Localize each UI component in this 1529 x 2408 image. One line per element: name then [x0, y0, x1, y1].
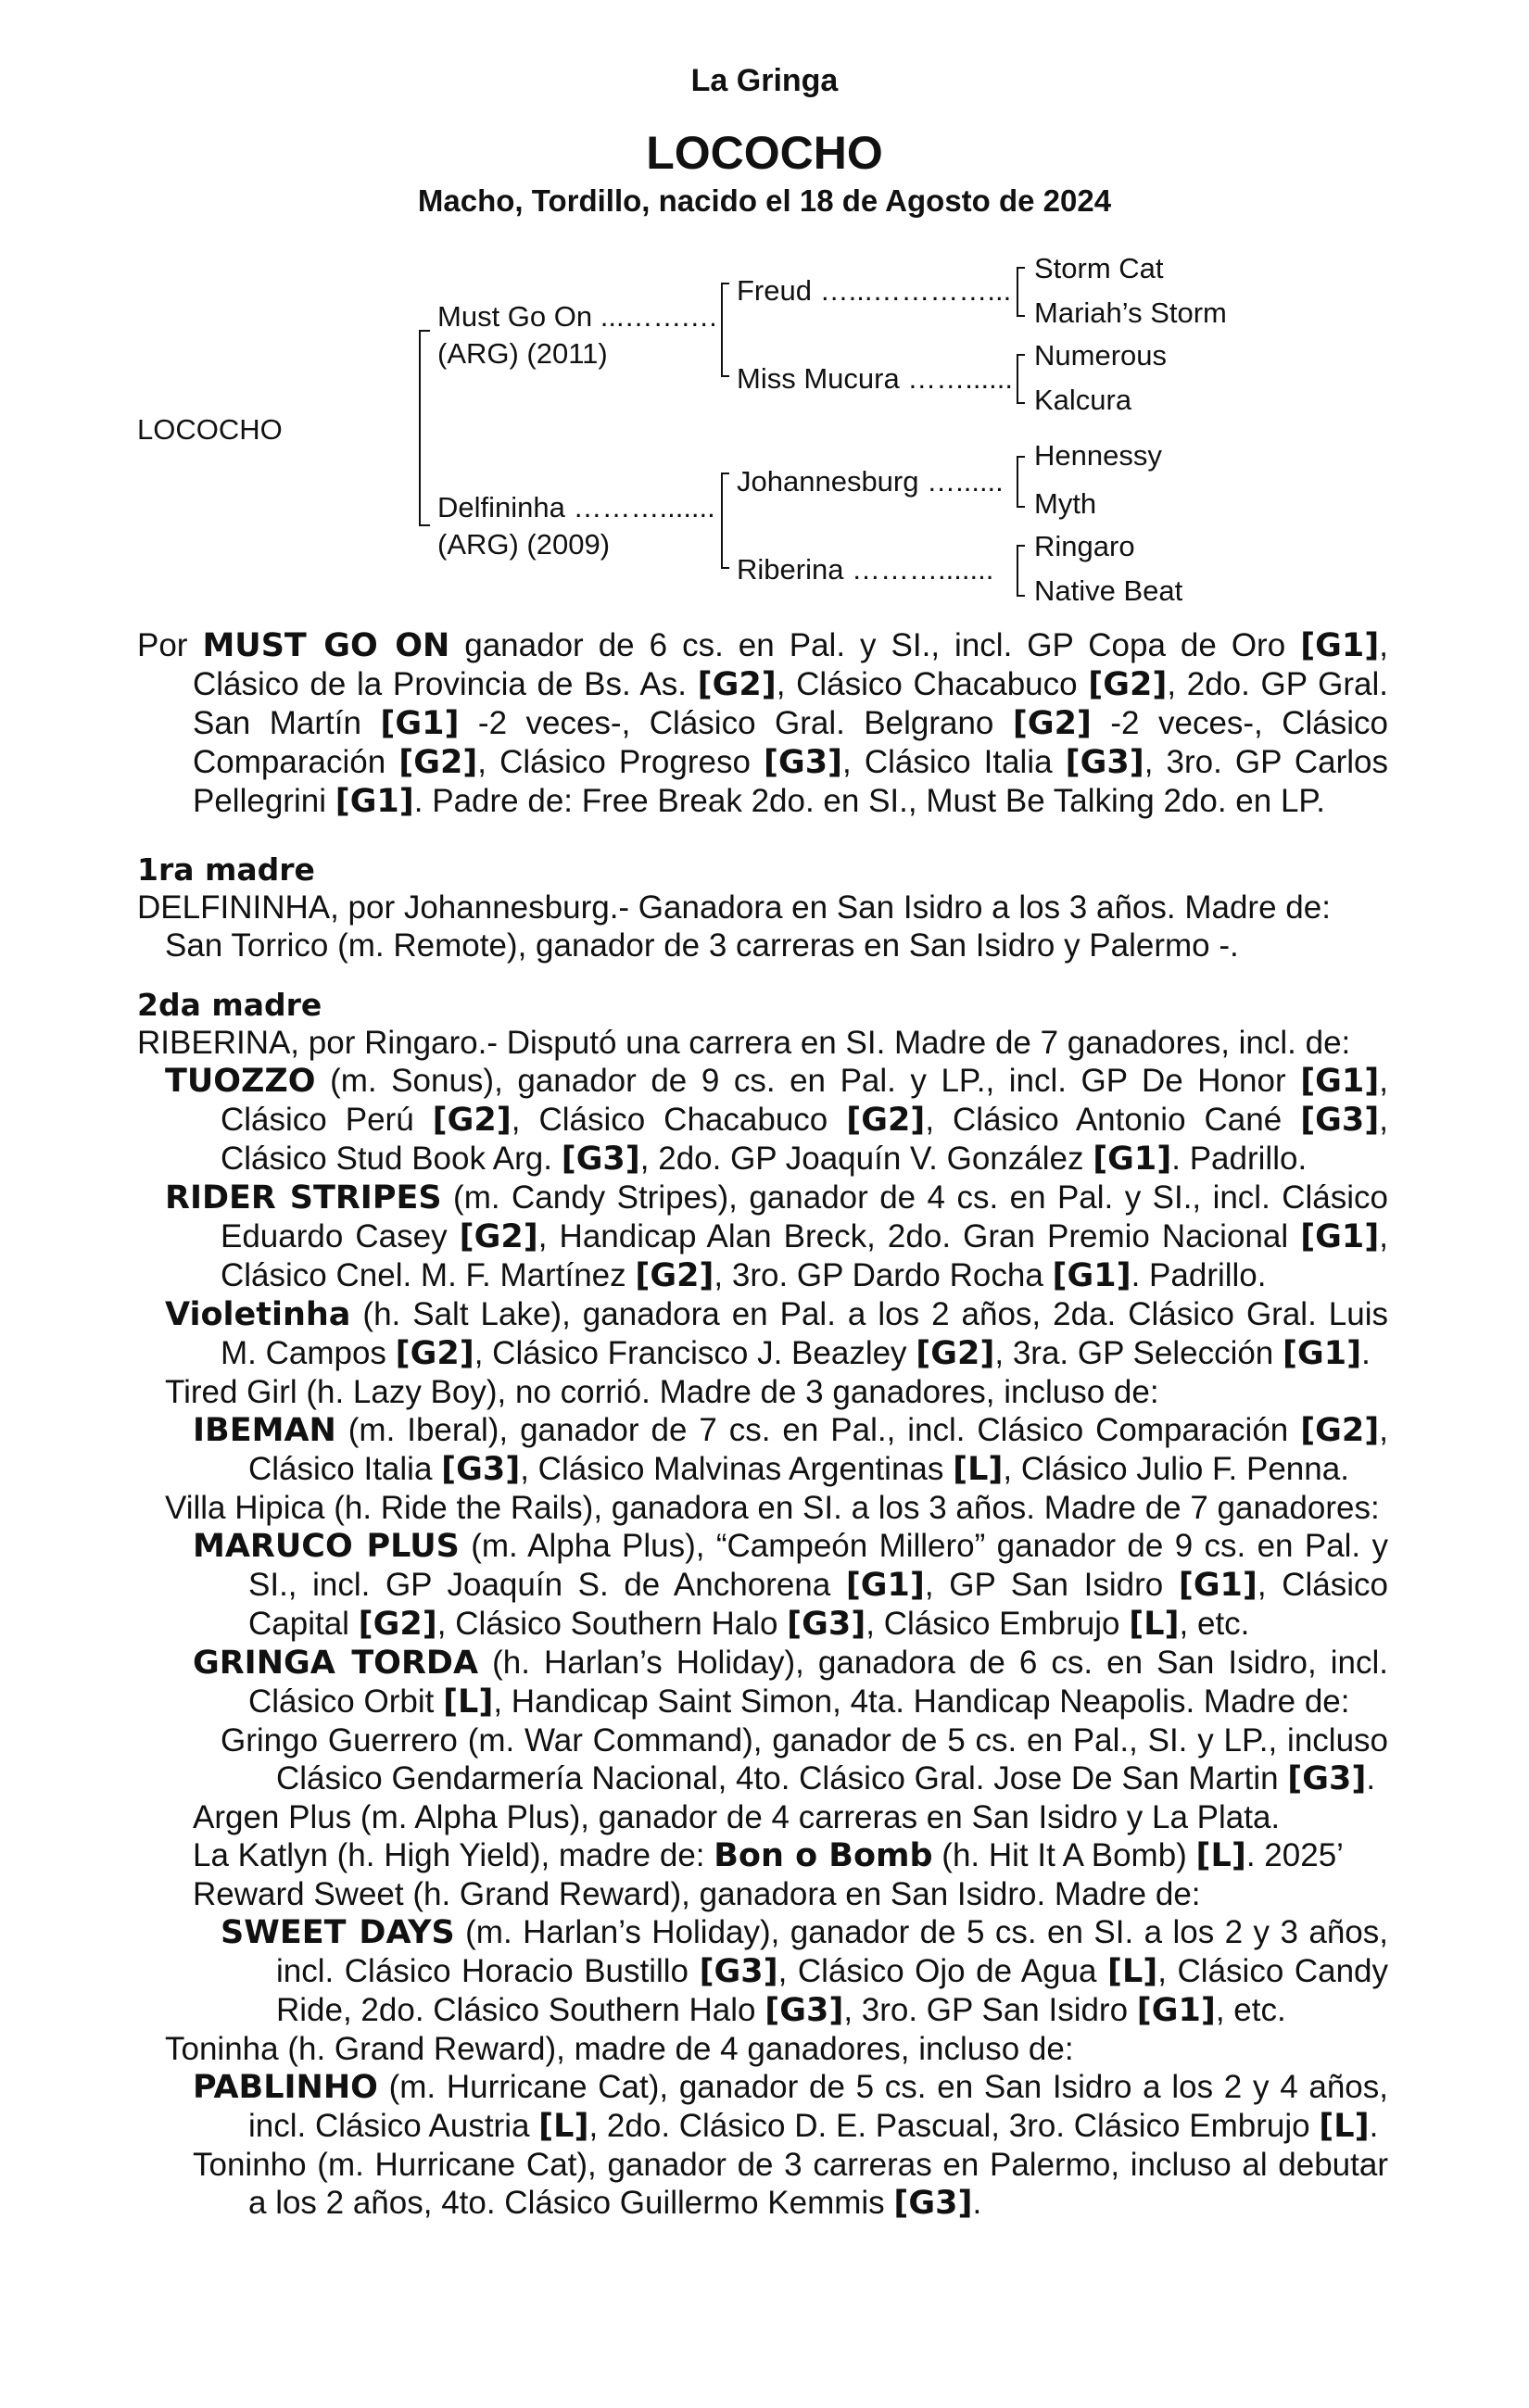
grade-badge: [G1]: [380, 705, 460, 742]
offspring-argen-plus: Argen Plus (m. Alpha Plus), ganador de 4 carreras en San Isidro y La Plata.: [193, 1799, 1281, 1835]
horse-name: RIDER STRIPES: [165, 1179, 442, 1217]
offspring-tuozzo: [165, 1062, 1388, 1179]
text: (m. Iberal), ganador de 7 cs. en Pal., incl. Clásico Comparación: [335, 1412, 1301, 1448]
section-heading: 1ra madre: [137, 851, 315, 888]
text: , Clásico Julio F. Penna.: [1003, 1451, 1349, 1487]
bracket-line: [1017, 267, 1025, 269]
pedigree-sd: Miss Mucura ……......: [737, 362, 1013, 395]
grade-badge: [G2]: [395, 1335, 474, 1372]
text: . 2025’: [1245, 1837, 1344, 1873]
pedigree-sire-info: (ARG) (2011): [437, 337, 608, 370]
grade-badge: [G3]: [787, 1606, 866, 1643]
bracket-line: [1017, 354, 1018, 404]
pedigree-dss: Hennessy: [1034, 439, 1162, 472]
bracket-line: [419, 524, 430, 526]
offspring-gringa-torda: [193, 1644, 1388, 1721]
text: , etc.: [1215, 1992, 1286, 2028]
text: , Clásico Progreso: [477, 744, 764, 780]
text: (m. Harlan’s Holiday), ganador de 5 cs. en SI. a los 2 y 3 años, incl. Clásico Horacio Bustillo: [276, 1914, 1388, 1989]
horse-name: GRINGA TORDA: [193, 1645, 479, 1682]
text: , Clásico Stud Book Arg.: [221, 1102, 1388, 1177]
bracket-line: [1017, 506, 1025, 508]
pedigree-dds: Ringaro: [1034, 530, 1135, 562]
bracket-line: [721, 473, 729, 474]
text: , Clásico Italia: [842, 744, 1066, 780]
text: Por: [137, 627, 203, 663]
offspring-tired-girl: Tired Girl (h. Lazy Boy), no corrió. Madre de 3 ganadores, incluso de:: [165, 1374, 1159, 1410]
text: (m. Sonus), ganador de 9 cs. en Pal. y LP., incl. GP De Honor: [315, 1063, 1301, 1099]
grade-badge: [L]: [1129, 1606, 1180, 1643]
grade-badge: [L]: [443, 1683, 494, 1721]
grade-badge: [G2]: [459, 1218, 538, 1255]
pedigree-sds: Numerous: [1034, 339, 1167, 372]
horse-name: IBEMAN: [193, 1412, 336, 1449]
pedigree-sdd: Kalcura: [1034, 384, 1132, 416]
grade-badge: [G2]: [1088, 666, 1168, 703]
sire-name: MUST GO ON: [202, 627, 450, 664]
bracket-line: [721, 375, 729, 377]
text: , Clásico Embrujo: [866, 1606, 1130, 1642]
first-dam-text: DELFININHA, por Johannesburg.- Ganadora en San Isidro a los 3 años. Madre de: San Torrico (m. Remote), ganador de 3 carreras en San Isidro y Palermo -.: [137, 889, 1331, 964]
text: , Clásico Capital: [248, 1567, 1388, 1642]
text: , 3ro. GP Carlos Pellegrini: [193, 744, 1388, 819]
grade-badge: [L]: [1106, 1953, 1158, 1990]
text: , Clásico Candy Ride, 2do. Clásico Southern Halo: [276, 1953, 1388, 2028]
offspring-toninha: Toninha (h. Grand Reward), madre de 4 ganadores, incluso de:: [165, 2031, 1074, 2067]
grade-badge: [G2]: [1300, 1412, 1380, 1449]
grade-badge: [G3]: [764, 1992, 844, 2029]
grade-badge: [G1]: [1300, 1218, 1380, 1255]
grade-badge: [G3]: [763, 744, 843, 781]
pedigree-sire: Must Go On ...…….…: [437, 300, 719, 333]
text: , Clásico Malvinas Argentinas: [520, 1451, 954, 1487]
grade-badge: [G3]: [893, 2185, 973, 2222]
text: (m. Alpha Plus), “Campeón Millero” ganador de 9 cs. en Pal. y SI., incl. GP Joaquín S. de Anchorena: [248, 1528, 1388, 1603]
horse-description: Macho, Tordillo, nacido el 18 de Agosto de 2024: [417, 183, 1112, 218]
horse-name: MARUCO PLUS: [193, 1528, 460, 1565]
grade-badge: [L]: [953, 1451, 1004, 1488]
text: , Clásico Chacabuco: [776, 666, 1089, 702]
text: , 3ro. GP San Isidro: [843, 1992, 1137, 2028]
horse-name: Violetinha: [165, 1296, 351, 1333]
bracket-line: [721, 567, 729, 569]
offspring-toninho: [193, 2146, 1388, 2223]
grade-badge: [G3]: [1300, 1102, 1380, 1139]
grade-badge: [G1]: [1283, 1335, 1362, 1372]
offspring-rider-stripes: [165, 1179, 1388, 1295]
text: (h. Hit It A Bomb): [932, 1837, 1196, 1873]
bracket-line: [1017, 545, 1025, 547]
horse-name: PABLINHO: [193, 2069, 378, 2106]
pedigree-dd: Riberina ……….......: [737, 553, 994, 586]
offspring-maruco-plus: [193, 1527, 1388, 1644]
text: , Clásico Southern Halo: [436, 1606, 788, 1642]
text: La Katlyn (h. High Yield), madre de:: [193, 1837, 714, 1873]
text: , Handicap Saint Simon, 4ta. Handicap Neapolis. Madre de:: [493, 1683, 1350, 1720]
text: .: [972, 2185, 982, 2221]
text: -2 veces-, Clásico Comparación: [193, 705, 1388, 780]
text: , GP San Isidro: [924, 1567, 1179, 1603]
text: .: [1366, 1760, 1376, 1797]
text: ganador de 6 cs. en Pal. y SI., incl. GP Copa de Oro: [449, 627, 1301, 663]
offspring-violetinha: [165, 1295, 1388, 1373]
bracket-line: [1017, 402, 1025, 404]
text: , Handicap Alan Breck, 2do. Gran Premio Nacional: [537, 1218, 1301, 1254]
offspring-pablinho: [193, 2068, 1388, 2146]
bracket-line: [1017, 545, 1018, 597]
text: , 2do. GP Gral. San Martín: [193, 666, 1388, 741]
first-dam-section: [137, 851, 1388, 964]
bracket-line: [721, 473, 723, 569]
second-dam-section: [137, 986, 1388, 2223]
bracket-line: [419, 330, 421, 526]
text: (h. Salt Lake), ganadora en Pal. a los 2 años, 2da. Clásico Gral. Luis M. Campos: [221, 1296, 1388, 1371]
text: , Clásico Chacabuco: [511, 1102, 847, 1138]
text: , Clásico Italia: [248, 1412, 1388, 1487]
horse-name: LOCOCHO: [646, 127, 883, 179]
bracket-line: [1017, 595, 1025, 597]
offspring-sweet-days: [221, 1913, 1388, 2030]
grade-badge: [G3]: [1065, 744, 1144, 781]
offspring-gringo-guerrero: [221, 1721, 1388, 1798]
pedigree-dam: Delfininha ……….......: [437, 491, 715, 523]
bracket-line: [1017, 456, 1025, 458]
section-heading: 2da madre: [137, 987, 322, 1023]
grade-badge: [G1]: [1136, 1992, 1216, 2029]
grade-badge: [G2]: [398, 744, 478, 781]
text: -2 veces-, Clásico Gral. Belgrano: [459, 705, 1013, 741]
text: , 3ro. GP Dardo Rocha: [714, 1257, 1053, 1293]
pedigree-ssd: Mariah’s Storm: [1034, 296, 1227, 329]
text: , Clásico Ojo de Agua: [777, 1953, 1107, 1989]
grade-badge: [G1]: [1178, 1567, 1257, 1604]
text: . Padrillo.: [1171, 1141, 1308, 1177]
text: , 2do. GP Joaquín V. González: [639, 1141, 1093, 1177]
grade-badge: [G2]: [1012, 705, 1092, 742]
text: (m. Hurricane Cat), ganador de 5 cs. en San Isidro a los 2 y 4 años, incl. Clásico Austria: [248, 2069, 1388, 2144]
text: , Clásico Cnel. M. F. Martínez: [221, 1218, 1388, 1293]
text: . Padrillo.: [1131, 1257, 1267, 1293]
horse-name: SWEET DAYS: [221, 1914, 455, 1951]
bracket-line: [1017, 354, 1025, 356]
offspring-villa-hipica: Villa Hipica (h. Ride the Rails), ganadora en SI. a los 3 años. Madre de 7 ganadores:: [165, 1490, 1380, 1526]
text: (m. Candy Stripes), ganador de 4 cs. en Pal. y SI., incl. Clásico Eduardo Casey: [221, 1179, 1388, 1254]
grade-badge: [G3]: [1287, 1760, 1367, 1797]
pedigree-subject: LOCOCHO: [137, 413, 283, 446]
grade-badge: [L]: [1195, 1837, 1246, 1874]
offspring-ibeman: [193, 1411, 1388, 1489]
text: .: [1369, 2108, 1379, 2144]
text: (h. Harlan’s Holiday), ganadora de 6 cs. en San Isidro, incl. Clásico Orbit: [248, 1645, 1389, 1720]
pedigree-dsd: Myth: [1034, 487, 1097, 520]
grade-badge: [G2]: [432, 1102, 512, 1139]
grade-badge: [G3]: [699, 1953, 778, 1990]
text: Toninho (m. Hurricane Cat), ganador de 3 carreras en Palermo, incluso al debutar a los 2 años, 4to. Clásico Guillermo Kemmis: [193, 2147, 1388, 2221]
sire-paragraph: [137, 626, 1388, 821]
bracket-line: [1017, 315, 1025, 317]
second-dam-intro: RIBERINA, por Ringaro.- Disputó una carrera en SI. Madre de 7 ganadores, incl. de:: [137, 1025, 1351, 1061]
horse-name: TUOZZO: [165, 1063, 316, 1100]
grade-badge: [G3]: [561, 1141, 640, 1178]
text: , 3ra. GP Selección: [994, 1335, 1283, 1371]
grade-badge: [G1]: [1300, 1063, 1380, 1100]
grade-badge: [G3]: [441, 1451, 521, 1488]
bracket-line: [419, 330, 430, 332]
text: , Clásico de la Provincia de Bs. As.: [193, 627, 1388, 702]
grade-badge: [G1]: [1052, 1257, 1131, 1294]
offspring-reward-sweet: Reward Sweet (h. Grand Reward), ganadora en San Isidro. Madre de:: [193, 1876, 1201, 1912]
bracket-line: [1017, 456, 1018, 508]
text: , Clásico Perú: [221, 1063, 1388, 1138]
grade-badge: [G1]: [1300, 627, 1380, 664]
grade-badge: [L]: [538, 2108, 589, 2145]
offspring-la-katlyn: [193, 1836, 1388, 1875]
pedigree-ds: Johannesburg …......: [737, 465, 1004, 498]
text: .: [1361, 1335, 1371, 1371]
grade-badge: [G2]: [916, 1335, 995, 1372]
grade-badge: [G1]: [845, 1567, 925, 1604]
grade-badge: [G1]: [335, 783, 414, 820]
text: , Clásico Francisco J. Beazley: [474, 1335, 916, 1371]
pedigree-ss: Freud …...…………...: [737, 274, 1012, 307]
text: , 2do. Clásico D. E. Pascual, 3ro. Clásico Embrujo: [588, 2108, 1320, 2144]
bracket-line: [721, 283, 729, 284]
grade-badge: [G2]: [358, 1606, 437, 1643]
stud-name: La Gringa: [690, 63, 839, 98]
grade-badge: [L]: [1319, 2108, 1370, 2145]
grade-badge: [G1]: [1093, 1141, 1172, 1178]
pedigree-sss: Storm Cat: [1034, 252, 1164, 284]
bracket-line: [721, 283, 723, 377]
pedigree-dam-info: (ARG) (2009): [437, 528, 611, 561]
grade-badge: [G2]: [635, 1257, 714, 1294]
text: , etc.: [1179, 1606, 1250, 1642]
text: . Padre de: Free Break 2do. en SI., Must Be Talking 2do. en LP.: [413, 783, 1325, 819]
grade-badge: [G2]: [846, 1102, 926, 1139]
horse-name: Bon o Bomb: [714, 1837, 933, 1874]
bracket-line: [1017, 267, 1018, 317]
text: , Clásico Antonio Cané: [925, 1102, 1301, 1138]
grade-badge: [G2]: [697, 666, 777, 703]
pedigree-ddd: Native Beat: [1034, 574, 1183, 607]
text: Gringo Guerrero (m. War Command), ganador de 5 cs. en Pal., SI. y LP., incluso Clásico Gendarmería Nacional, 4to. Clásico Gral. Jose De San Martin: [221, 1722, 1388, 1797]
